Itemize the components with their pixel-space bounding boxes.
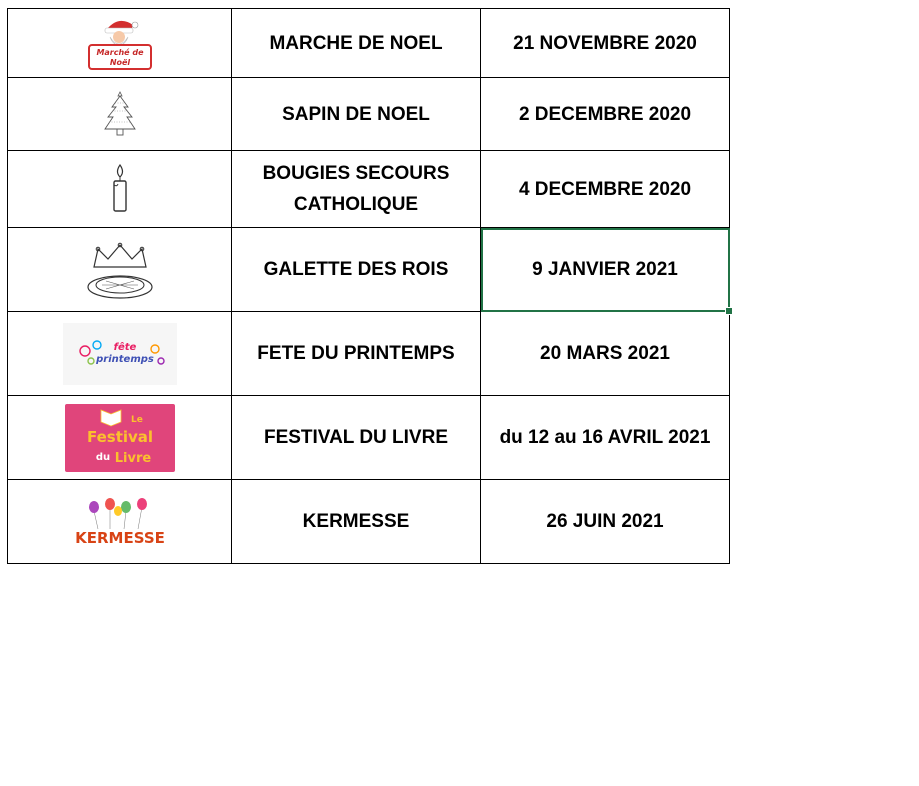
event-name-cell[interactable]: KERMESSE (232, 480, 481, 564)
event-name-cell[interactable]: FESTIVAL DU LIVRE (232, 396, 481, 480)
spring-festival-icon (63, 323, 177, 385)
christmas-tree-icon (100, 89, 140, 139)
crown-galette-icon (84, 239, 156, 301)
table-row (8, 396, 730, 480)
icon-cell[interactable] (8, 396, 232, 480)
icon-cell[interactable] (8, 9, 232, 78)
book-logo-line4: Livre (114, 450, 151, 466)
event-name-cell[interactable]: FETE DU PRINTEMPS (232, 312, 481, 396)
book-logo-line3: du (95, 451, 110, 463)
table-row (8, 78, 730, 151)
book-logo-line1: Le (130, 414, 143, 425)
event-name-cell[interactable]: MARCHE DE NOEL (232, 9, 481, 78)
event-date-cell[interactable]: 20 MARS 2021 (481, 312, 730, 396)
event-name-cell[interactable]: GALETTE DES ROIS (232, 228, 481, 312)
event-date-cell[interactable]: 21 NOVEMBRE 2020 (481, 9, 730, 78)
table-row (8, 480, 730, 564)
selected-cell-value: 9 JANVIER 2021 (532, 259, 678, 280)
spring-logo-line1: fête (113, 341, 136, 353)
book-festival-icon (65, 404, 175, 472)
icon-cell[interactable] (8, 312, 232, 396)
event-date-cell[interactable]: 4 DECEMBRE 2020 (481, 151, 730, 228)
spring-logo-line2: printemps (95, 353, 154, 365)
table-row (8, 228, 730, 312)
kermesse-balloons-icon (72, 497, 168, 547)
candle-icon (108, 163, 132, 215)
events-table (7, 8, 730, 564)
event-date-cell-selected[interactable] (481, 228, 730, 312)
table-row (8, 312, 730, 396)
santa-logo-line1: Marché de (95, 48, 144, 57)
kermesse-logo-text: KERMESSE (74, 528, 165, 547)
fill-handle[interactable] (725, 307, 733, 315)
event-date-cell[interactable]: 2 DECEMBRE 2020 (481, 78, 730, 151)
santa-market-icon (85, 15, 155, 71)
book-logo-line2: Festival (86, 427, 153, 446)
icon-cell[interactable] (8, 78, 232, 151)
icon-cell[interactable] (8, 228, 232, 312)
event-date-cell[interactable]: 26 JUIN 2021 (481, 480, 730, 564)
table-row (8, 9, 730, 78)
event-name-cell[interactable]: SAPIN DE NOEL (232, 78, 481, 151)
icon-cell[interactable] (8, 480, 232, 564)
icon-cell[interactable] (8, 151, 232, 228)
event-date-cell[interactable]: du 12 au 16 AVRIL 2021 (481, 396, 730, 480)
santa-logo-line2: Noël (109, 58, 130, 67)
event-name-cell[interactable]: BOUGIES SECOURS CATHOLIQUE (232, 151, 481, 228)
table-row (8, 151, 730, 228)
